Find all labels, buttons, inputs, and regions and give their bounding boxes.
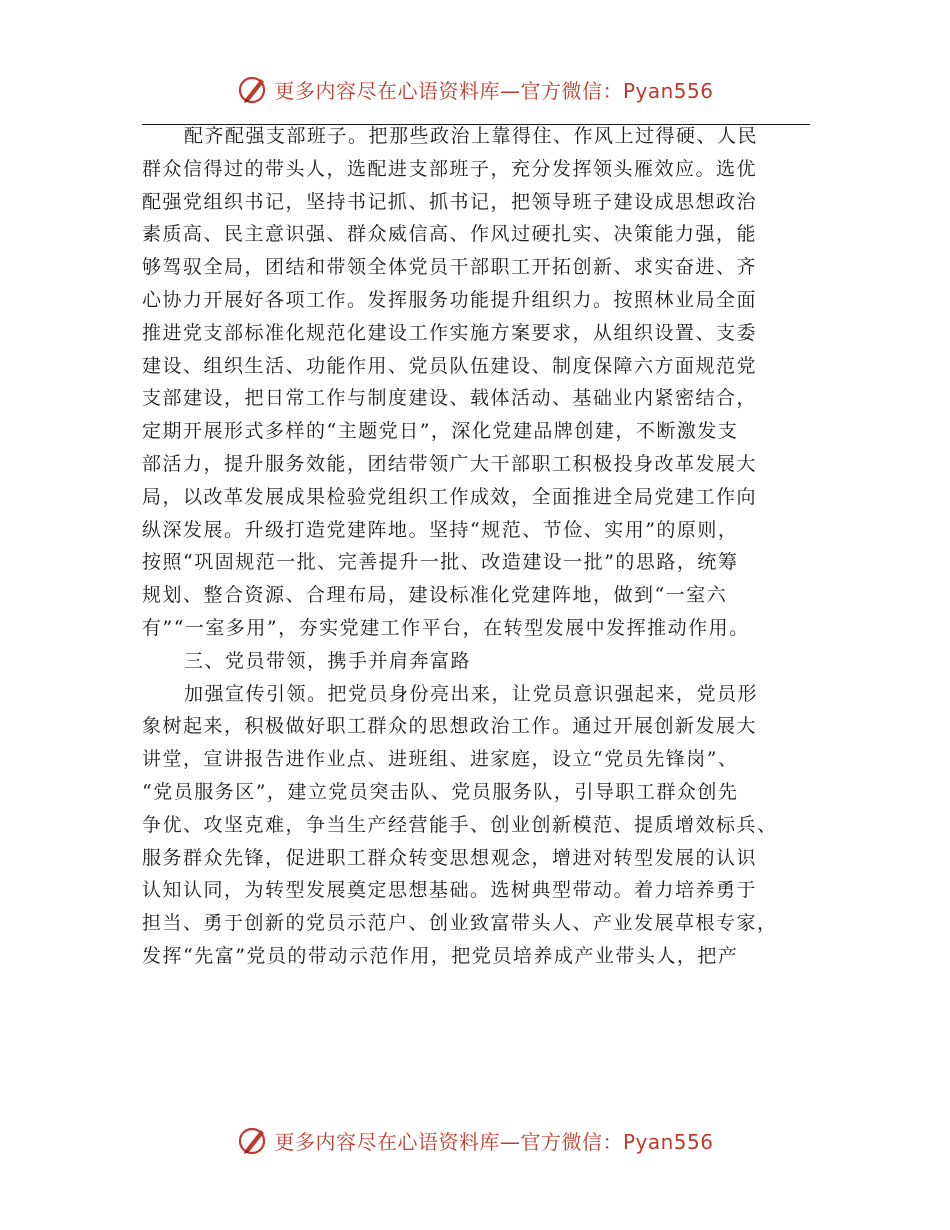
watermark-text: 更多内容尽在心语资料库—官方微信：Pyan556	[274, 78, 714, 103]
footer-watermark	[0, 1120, 950, 1160]
text-line: 配强党组织书记，坚持书记抓、抓书记，把领导班子建设成思想政治	[142, 190, 758, 213]
text-line: “党员服务区”，建立党员突击队、党员服务队，引导职工群众创先	[142, 780, 739, 803]
text-line: 服务群众先锋，促进职工群众转变思想观念，增进对转型发展的认识	[142, 846, 758, 869]
text-line: 加强宣传引领。把党员身份亮出来，让党员意识强起来，党员形	[184, 682, 759, 705]
header-watermark	[0, 69, 950, 109]
text-line: 担当、勇于创新的党员示范户、创业致富带头人、产业发展草根专家，	[142, 912, 778, 935]
text-line: 部活力，提升服务效能，团结带领广大干部职工积极投身改革发展大	[142, 452, 758, 475]
text-line: 配齐配强支部班子。把那些政治上靠得住、作风上过得硬、人民	[184, 125, 759, 147]
text-line: 按照“巩固规范一批、完善提升一批、改造建设一批”的思路，统筹	[142, 551, 739, 574]
text-line: 群众信得过的带头人，选配进支部班子，充分发挥领头雁效应。选优	[142, 157, 758, 180]
text-line: 建设、组织生活、功能作用、党员队伍建设、制度保障六方面规范党	[142, 354, 758, 377]
text-line: 素质高、民主意识强、群众威信高、作风过硬扎实、决策能力强，能	[142, 223, 758, 246]
pen-logo-icon	[236, 72, 270, 106]
text-line: 争优、攻坚克难，争当生产经营能手、创业创新模范、提质增效标兵、	[142, 813, 778, 836]
text-line: 象树起来，积极做好职工群众的思想政治工作。通过开展创新发展大	[142, 715, 758, 738]
text-line: 规划、整合资源、合理布局，建设标准化党建阵地，做到“一室六	[142, 584, 728, 607]
document-body	[142, 120, 810, 973]
text-line: 支部建设，把日常工作与制度建设、载体活动、基础业内紧密结合，	[142, 387, 758, 410]
text-line: 纵深发展。升级打造党建阵地。坚持“规范、节俭、实用”的原则，	[142, 518, 739, 541]
text-line: 够驾驭全局，团结和带领全体党员干部职工开拓创新、求实奋进、齐	[142, 256, 758, 279]
pen-logo-icon	[236, 1123, 270, 1157]
text-line: 认知认同，为转型发展奠定思想基础。选树典型带动。着力培养勇于	[142, 879, 758, 902]
text-line: 发挥“先富”党员的带动示范作用，把党员培养成产业带头人，把产	[142, 944, 739, 967]
text-line: 心协力开展好各项工作。发挥服务功能提升组织力。按照林业局全面	[142, 288, 758, 311]
text-line: 讲堂，宣讲报告进作业点、进班组、进家庭，设立“党员先锋岗”、	[142, 748, 739, 771]
text-line: 推进党支部标准化规范化建设工作实施方案要求，从组织设置、支委	[142, 321, 758, 344]
text-line: 定期开展形式多样的“主题党日”，深化党建品牌创建，不断激发支	[142, 420, 739, 443]
watermark-text: 更多内容尽在心语资料库—官方微信：Pyan556	[274, 1129, 714, 1154]
text-line: 局，以改革发展成果检验党组织工作成效，全面推进全局党建工作向	[142, 485, 758, 508]
section-heading: 三、党员带领，携手并肩奔富路	[184, 649, 472, 672]
text-line: 有”“一室多用”，夯实党建工作平台，在转型发展中发挥推动作用。	[142, 616, 750, 639]
